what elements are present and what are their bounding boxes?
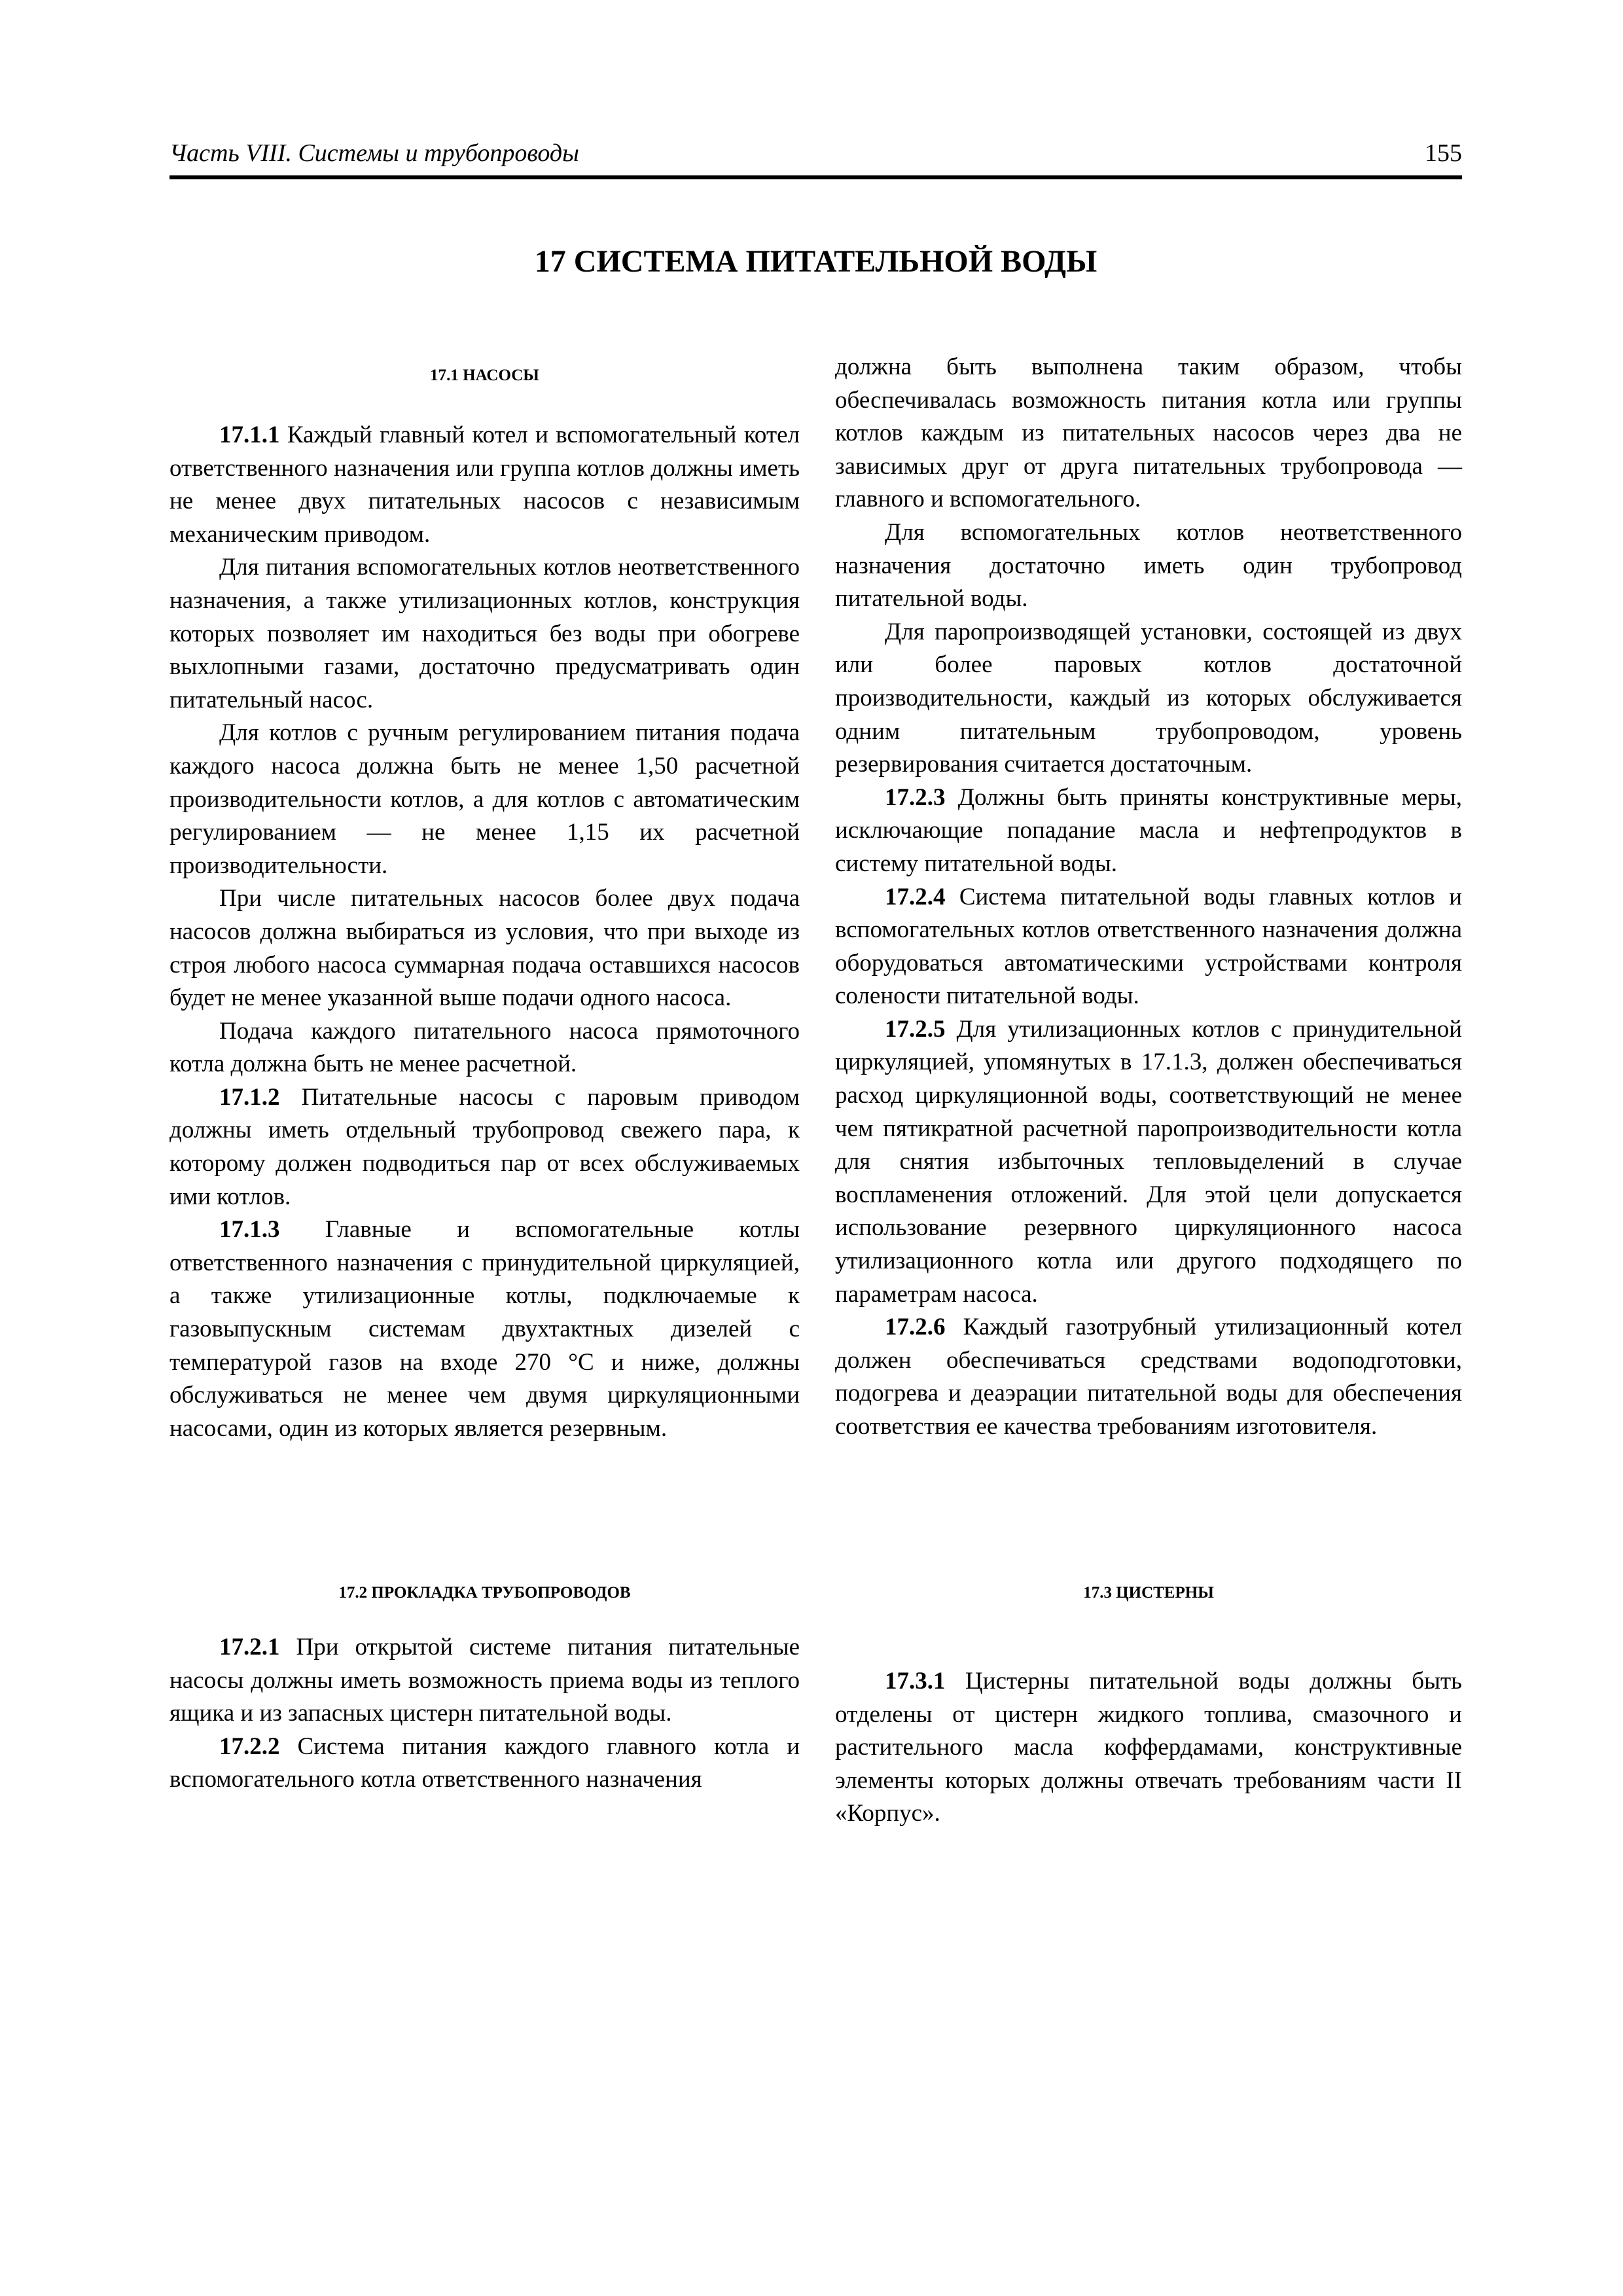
clause-number: 17.2.4 [885, 883, 946, 910]
paragraph-text: Подача каждого питательного насоса прямоточного котла должна быть не менее расчетной. [169, 1017, 800, 1078]
clause-number: 17.2.6 [885, 1314, 946, 1341]
paragraph [169, 717, 800, 882]
paragraph-text: Цистерны питательной воды должны быть отделены от цистерн жидкого топлива, смазочного и растительного масла коффердамами, конструктивные элементы которых должны отвечать требованиям части II «Корпус». [835, 1668, 1462, 1827]
paragraph-text: Для котлов с ручным регулированием питания подача каждого насоса должна быть не менее 1,50 расчетной производительности котлов, а для котлов с автоматическим регулированием — не менее 1,15 их расчетной производительности. [169, 719, 800, 879]
paragraph-text: Должны быть приняты конструктивные меры, исключающие попадание масла и нефтепродуктов в систему питательной воды. [835, 783, 1462, 877]
section-17-2-body [169, 1631, 800, 1797]
paragraph [835, 516, 1462, 616]
paragraph-text: Для утилизационных котлов с принудительной циркуляцией, упомянутых в 17.1.3, должен обеспечиваться расход циркуляционной воды, соответствующий не менее чем пятикратной расчетной паропроизводительности котла для снятия избыточных тепловыделений в случае воспламенения отложений. Для этой цели допускается использование резервного циркуляционного насоса утилизационного котла или другого подходящего по параметрам насоса. [835, 1015, 1462, 1308]
paragraph-text: Питательные насосы с паровым приводом должны иметь отдельный трубопровод свежего пара, к которому должен подводиться пар от всех обслуживаемых ими котлов. [169, 1083, 800, 1210]
page-number: 155 [1425, 139, 1462, 167]
clause-number: 17.2.3 [885, 783, 946, 811]
running-title: Часть VIII. Системы и трубопроводы [169, 139, 579, 167]
clause-number: 17.1.1 [219, 422, 280, 448]
section-heading-17-1: 17.1 НАСОСЫ [430, 367, 539, 384]
paragraph-text: Для паропроизводящей установки, состоящей из двух или более паровых котлов достаточной производительности, каждый из которых обслуживается одним питательным трубопроводом, уровень резервирования считается достаточным. [835, 618, 1462, 778]
paragraph-text: должна быть выполнена таким образом, чтобы обеспечивалась возможность питания котла или группы котлов каждым из питательных насосов через два не зависимых друг от друга питательных трубопровода — главного и вспомогательного. [835, 353, 1462, 513]
paragraph-text: При открытой системе питания питательные насосы должны иметь возможность приема воды из теплого ящика и из запасных цистерн питательной воды. [169, 1634, 800, 1727]
paragraph [835, 1311, 1462, 1443]
paragraph [835, 1013, 1462, 1311]
paragraph [835, 781, 1462, 881]
paragraph-text: Система питания каждого главного котла и вспомогательного котла ответственного назначения [169, 1732, 800, 1793]
clause-number: 17.2.5 [885, 1015, 946, 1043]
paragraph [169, 882, 800, 1014]
paragraph [169, 1213, 800, 1445]
paragraph [169, 419, 800, 551]
paragraph [835, 616, 1462, 781]
section-heading-17-3: 17.3 ЦИСТЕРНЫ [1083, 1584, 1214, 1602]
paragraph-text: Каждый главный котел и вспомогательный котел ответственного назначения или группа котлов должны иметь не менее двух питательных насосов с независимым механическим приводом. [169, 422, 800, 548]
paragraph-text: Каждый газотрубный утилизационный котел должен обеспечиваться средствами водоподготовки, подогрева и деаэрации питательной воды для обеспечения соответствия ее качества требованиям изготовителя. [835, 1314, 1462, 1440]
chapter-title: 17 СИСТЕМА ПИТАТЕЛЬНОЙ ВОДЫ [534, 244, 1097, 279]
paragraph [169, 1631, 800, 1731]
clause-number: 17.3.1 [885, 1668, 946, 1695]
header-rule [169, 175, 1462, 179]
clause-number: 17.2.1 [219, 1634, 280, 1660]
paragraph [169, 1015, 800, 1081]
section-17-3-body [835, 1665, 1462, 1831]
paragraph-text: Главные и вспомогательные котлы ответственного назначения с принудительной циркуляцией, а также утилизационные котлы, подключаемые к газовыпускным системам двухтактных дизелей с температурой газов на входе 270 °С и ниже, должны обслуживаться не менее чем двумя циркуляционными насосами, один из которых является резервным. [169, 1216, 800, 1442]
section-17-2-continued [835, 351, 1462, 1444]
clause-number: 17.1.2 [219, 1083, 280, 1111]
paragraph-text: При числе питательных насосов более двух подача насосов должна выбираться из условия, что при выходе из строя любого насоса суммарная подача оставшихся насосов будет не менее указанной выше подачи одного насоса. [169, 885, 800, 1012]
paragraph-text: Для вспомогательных котлов неответственного назначения достаточно иметь один трубопровод питательной воды. [835, 518, 1462, 613]
running-header [169, 139, 1462, 168]
paragraph-text: Система питательной воды главных котлов и вспомогательных котлов ответственного назначения должна оборудоваться автоматическими устройствами контроля солености питательной воды. [835, 883, 1462, 1010]
section-heading-17-2: 17.2 ПРОКЛАДКА ТРУБОПРОВОДОВ [338, 1584, 631, 1602]
clause-number: 17.1.3 [219, 1216, 280, 1244]
paragraph [835, 1665, 1462, 1831]
paragraph-text: Для питания вспомогательных котлов неответственного назначения, а также утилизационных котлов, конструкция которых позволяет им находиться без воды при обогреве выхлопными газами, достаточно предусматривать один питательный насос. [169, 554, 800, 713]
paragraph [835, 351, 1462, 516]
paragraph [169, 551, 800, 717]
section-17-1-body [169, 419, 800, 1445]
clause-number: 17.2.2 [219, 1732, 280, 1760]
paragraph [169, 1081, 800, 1213]
paragraph [835, 881, 1462, 1013]
paragraph [169, 1731, 800, 1797]
